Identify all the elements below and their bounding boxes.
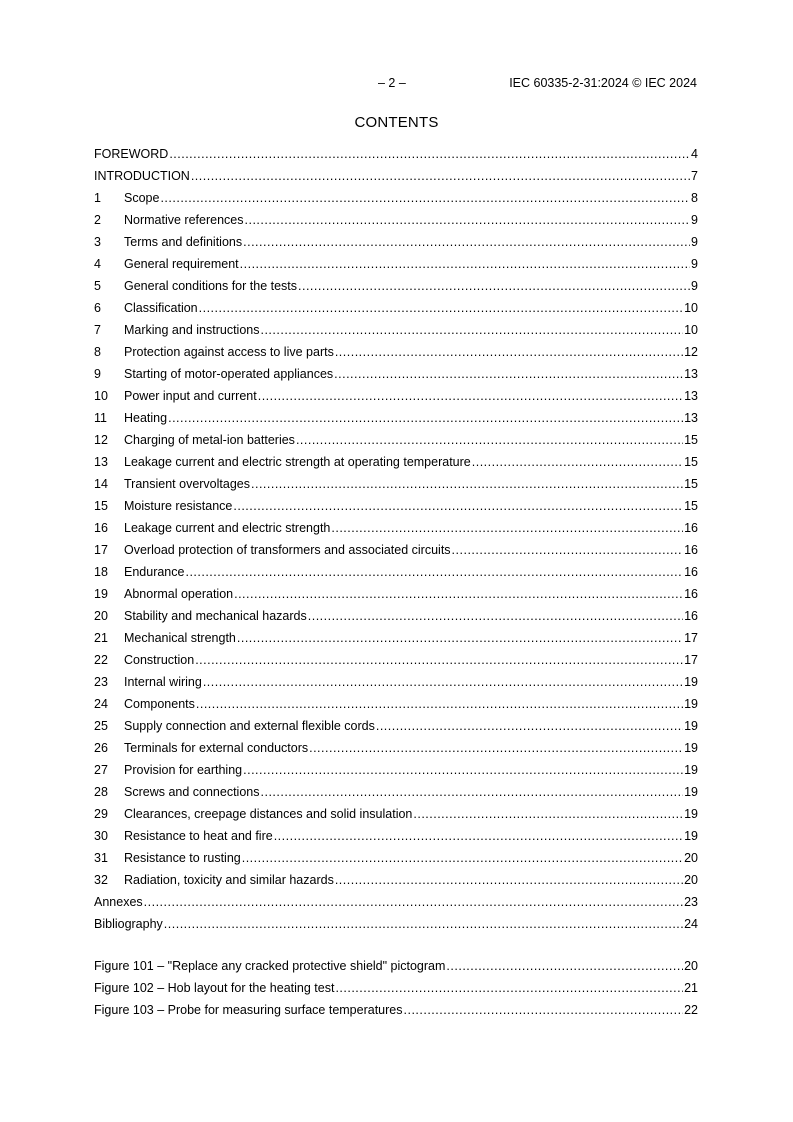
dot-leader bbox=[234, 585, 683, 603]
toc-clause-number: 31 bbox=[94, 851, 108, 865]
dot-leader bbox=[331, 519, 683, 537]
toc-entry[interactable] bbox=[94, 915, 698, 937]
toc-entry[interactable] bbox=[94, 651, 698, 673]
toc-page-number: 9 bbox=[691, 257, 698, 271]
toc-clause-number: 12 bbox=[94, 433, 108, 447]
toc-page-number: 19 bbox=[684, 807, 698, 821]
toc-entry-title: Abnormal operation bbox=[124, 587, 234, 601]
toc-page-number: 13 bbox=[684, 411, 698, 425]
toc-page-number: 16 bbox=[684, 609, 698, 623]
dot-leader bbox=[446, 957, 683, 975]
dot-leader bbox=[240, 255, 690, 273]
toc-entry[interactable] bbox=[94, 365, 698, 387]
toc-entry-title: Scope bbox=[124, 191, 160, 205]
toc-clause-number: 14 bbox=[94, 477, 108, 491]
dot-leader bbox=[195, 651, 683, 669]
toc-page-number: 7 bbox=[691, 169, 698, 183]
dot-leader bbox=[308, 607, 683, 625]
toc-entry-title: Classification bbox=[124, 301, 198, 315]
toc-clause-number: 20 bbox=[94, 609, 108, 623]
toc-clause-number: 1 bbox=[94, 191, 101, 205]
toc-entry[interactable] bbox=[94, 211, 698, 233]
toc-entry[interactable] bbox=[94, 739, 698, 761]
toc-entry-title: Starting of motor-operated appliances bbox=[124, 367, 334, 381]
toc-clause-number: 30 bbox=[94, 829, 108, 843]
toc-clause-number: 28 bbox=[94, 785, 108, 799]
toc-entry-title: Clearances, creepage distances and solid insulation bbox=[124, 807, 413, 821]
dot-leader bbox=[413, 805, 683, 823]
toc-entry[interactable] bbox=[94, 563, 698, 585]
dot-leader bbox=[260, 321, 683, 339]
toc-page-number: 13 bbox=[684, 389, 698, 403]
toc-page-number: 19 bbox=[684, 697, 698, 711]
dot-leader bbox=[335, 871, 683, 889]
dot-leader bbox=[237, 629, 683, 647]
toc-entry[interactable] bbox=[94, 431, 698, 453]
toc-page-number: 16 bbox=[684, 587, 698, 601]
toc-clause-number: 18 bbox=[94, 565, 108, 579]
toc-clause-number: 15 bbox=[94, 499, 108, 513]
dot-leader bbox=[242, 849, 683, 867]
toc-page-number: 20 bbox=[684, 873, 698, 887]
toc-entry[interactable] bbox=[94, 695, 698, 717]
toc-clause-number: 11 bbox=[94, 411, 107, 425]
page-header bbox=[0, 76, 793, 92]
toc-page-number: 19 bbox=[684, 763, 698, 777]
toc-entry-title: Terms and definitions bbox=[124, 235, 243, 249]
toc-entry-title: Figure 103 – Probe for measuring surface temperatures bbox=[94, 1003, 403, 1017]
toc-entry-title: Endurance bbox=[124, 565, 185, 579]
toc-clause-number: 29 bbox=[94, 807, 108, 821]
dot-leader bbox=[298, 277, 690, 295]
toc-entry-title: Components bbox=[124, 697, 195, 711]
toc-page-number: 17 bbox=[684, 653, 698, 667]
toc-entry-title: Provision for earthing bbox=[124, 763, 243, 777]
toc-page-number: 13 bbox=[684, 367, 698, 381]
toc-entry-title: Leakage current and electric strength bbox=[124, 521, 331, 535]
toc-clause-number: 24 bbox=[94, 697, 108, 711]
toc-entry-title: Normative references bbox=[124, 213, 244, 227]
toc-clause-number: 4 bbox=[94, 257, 101, 271]
toc-clause-number: 8 bbox=[94, 345, 101, 359]
dot-leader bbox=[196, 695, 683, 713]
toc-entry-title: Transient overvoltages bbox=[124, 477, 250, 491]
toc-entry-title: Radiation, toxicity and similar hazards bbox=[124, 873, 334, 887]
toc-page-number: 24 bbox=[684, 917, 698, 931]
toc-entry[interactable] bbox=[94, 761, 698, 783]
toc-entry[interactable] bbox=[94, 541, 698, 563]
toc-clause-number: 22 bbox=[94, 653, 108, 667]
toc-page-number: 19 bbox=[684, 675, 698, 689]
dot-leader bbox=[245, 211, 691, 229]
toc-clause-number: 13 bbox=[94, 455, 108, 469]
toc-page-number: 4 bbox=[691, 147, 698, 161]
toc-clause-number: 19 bbox=[94, 587, 108, 601]
toc-clause-number: 26 bbox=[94, 741, 108, 755]
toc-entry-title: Overload protection of transformers and associated circuits bbox=[124, 543, 451, 557]
toc-entry[interactable] bbox=[94, 167, 698, 189]
dot-leader bbox=[199, 299, 683, 317]
dot-leader bbox=[203, 673, 683, 691]
toc-entry[interactable] bbox=[94, 585, 698, 607]
toc-page-number: 15 bbox=[684, 433, 698, 447]
page-number: – 2 – bbox=[378, 76, 406, 90]
toc-entry[interactable] bbox=[94, 673, 698, 695]
toc-entry-title: Bibliography bbox=[94, 917, 163, 931]
toc-entry-title: Protection against access to live parts bbox=[124, 345, 334, 359]
toc-page-number: 15 bbox=[684, 499, 698, 513]
dot-leader bbox=[243, 233, 690, 251]
toc-page-number: 19 bbox=[684, 719, 698, 733]
toc-clause-number: 16 bbox=[94, 521, 108, 535]
toc-entry-title: FOREWORD bbox=[94, 147, 169, 161]
dot-leader bbox=[274, 827, 683, 845]
toc-page-number: 10 bbox=[684, 323, 698, 337]
dot-leader bbox=[144, 893, 683, 911]
toc-entry-title: Stability and mechanical hazards bbox=[124, 609, 307, 623]
toc-page-number: 16 bbox=[684, 521, 698, 535]
toc-clause-number: 25 bbox=[94, 719, 108, 733]
toc-clause-number: 17 bbox=[94, 543, 108, 557]
toc-entry[interactable] bbox=[94, 827, 698, 849]
toc-entry-title: Resistance to rusting bbox=[124, 851, 241, 865]
toc-entry[interactable] bbox=[94, 497, 698, 519]
toc-clause-number: 5 bbox=[94, 279, 101, 293]
toc-page-number: 23 bbox=[684, 895, 698, 909]
toc-page-number: 9 bbox=[691, 279, 698, 293]
toc-entry-title: Screws and connections bbox=[124, 785, 260, 799]
dot-leader bbox=[334, 365, 683, 383]
dot-leader bbox=[296, 431, 683, 449]
toc-entry[interactable] bbox=[94, 387, 698, 409]
toc-page-number: 19 bbox=[684, 741, 698, 755]
toc-entry[interactable] bbox=[94, 805, 698, 827]
toc-entry[interactable] bbox=[94, 255, 698, 277]
toc-entry-title: Moisture resistance bbox=[124, 499, 233, 513]
toc-clause-number: 3 bbox=[94, 235, 101, 249]
toc-entry-title: Figure 101 – "Replace any cracked protective shield" pictogram bbox=[94, 959, 446, 973]
toc-entry-title: Construction bbox=[124, 653, 195, 667]
toc-page-number: 17 bbox=[684, 631, 698, 645]
toc-entry-title: Terminals for external conductors bbox=[124, 741, 309, 755]
toc-page-number: 16 bbox=[684, 543, 698, 557]
toc-entry[interactable] bbox=[94, 189, 698, 211]
toc-clause-number: 23 bbox=[94, 675, 108, 689]
figure-entry[interactable] bbox=[94, 979, 698, 1001]
figure-entry[interactable] bbox=[94, 957, 698, 979]
dot-leader bbox=[191, 167, 690, 185]
toc-entry[interactable] bbox=[94, 849, 698, 871]
toc-clause-number: 6 bbox=[94, 301, 101, 315]
toc-clause-number: 9 bbox=[94, 367, 101, 381]
toc-page-number: 12 bbox=[684, 345, 698, 359]
toc-entry[interactable] bbox=[94, 893, 698, 915]
dot-leader bbox=[258, 387, 683, 405]
dot-leader bbox=[164, 915, 683, 933]
dot-leader bbox=[335, 343, 683, 361]
toc-clause-number: 10 bbox=[94, 389, 108, 403]
toc-entry-title: Figure 102 – Hob layout for the heating test bbox=[94, 981, 335, 995]
toc-entry[interactable] bbox=[94, 871, 698, 893]
toc-page-number: 20 bbox=[684, 959, 698, 973]
toc-page-number: 22 bbox=[684, 1003, 698, 1017]
dot-leader bbox=[169, 145, 690, 163]
toc-entry-title: Mechanical strength bbox=[124, 631, 236, 645]
toc-page-number: 16 bbox=[684, 565, 698, 579]
toc-page-number: 9 bbox=[691, 213, 698, 227]
toc-page-number: 15 bbox=[684, 477, 698, 491]
document-identifier: IEC 60335-2-31:2024 © IEC 2024 bbox=[509, 76, 697, 90]
dot-leader bbox=[160, 189, 690, 207]
toc-entry-title: Resistance to heat and fire bbox=[124, 829, 273, 843]
toc-entry-title: Charging of metal-ion batteries bbox=[124, 433, 295, 447]
dot-leader bbox=[243, 761, 683, 779]
toc-page-number: 15 bbox=[684, 455, 698, 469]
toc-entry-title: Power input and current bbox=[124, 389, 257, 403]
dot-leader bbox=[168, 409, 683, 427]
toc-entry-title: Leakage current and electric strength at operating temperature bbox=[124, 455, 471, 469]
dot-leader bbox=[335, 979, 683, 997]
toc-entry[interactable] bbox=[94, 277, 698, 299]
dot-leader bbox=[261, 783, 684, 801]
toc-entry-title: Supply connection and external flexible cords bbox=[124, 719, 375, 733]
toc-entry[interactable] bbox=[94, 343, 698, 365]
toc-entry-title: Internal wiring bbox=[124, 675, 202, 689]
dot-leader bbox=[472, 453, 683, 471]
toc-entry-title: INTRODUCTION bbox=[94, 169, 190, 183]
toc-entry[interactable] bbox=[94, 233, 698, 255]
toc-entry-title: General requirement bbox=[124, 257, 239, 271]
toc-page-number: 19 bbox=[684, 829, 698, 843]
toc-entry[interactable] bbox=[94, 453, 698, 475]
toc-entry-title: Annexes bbox=[94, 895, 143, 909]
toc-entry[interactable] bbox=[94, 475, 698, 497]
table-of-contents bbox=[94, 145, 698, 937]
toc-page-number: 9 bbox=[691, 235, 698, 249]
dot-leader bbox=[452, 541, 684, 559]
toc-entry[interactable] bbox=[94, 717, 698, 739]
dot-leader bbox=[233, 497, 683, 515]
toc-clause-number: 27 bbox=[94, 763, 108, 777]
toc-entry[interactable] bbox=[94, 321, 698, 343]
dot-leader bbox=[404, 1001, 684, 1019]
list-of-figures bbox=[94, 957, 698, 1023]
toc-entry-title: Heating bbox=[124, 411, 168, 425]
toc-entry[interactable] bbox=[94, 299, 698, 321]
toc-page-number: 19 bbox=[684, 785, 698, 799]
contents-title: CONTENTS bbox=[354, 114, 439, 131]
toc-page-number: 21 bbox=[684, 981, 698, 995]
toc-entry-title: General conditions for the tests bbox=[124, 279, 298, 293]
dot-leader bbox=[185, 563, 683, 581]
toc-entry[interactable] bbox=[94, 607, 698, 629]
toc-clause-number: 32 bbox=[94, 873, 108, 887]
toc-clause-number: 7 bbox=[94, 323, 101, 337]
figure-entry[interactable] bbox=[94, 1001, 698, 1023]
dot-leader bbox=[376, 717, 683, 735]
toc-page-number: 20 bbox=[684, 851, 698, 865]
toc-page-number: 10 bbox=[684, 301, 698, 315]
toc-entry[interactable] bbox=[94, 145, 698, 167]
toc-entry[interactable] bbox=[94, 629, 698, 651]
toc-page-number: 8 bbox=[691, 191, 698, 205]
toc-clause-number: 21 bbox=[94, 631, 108, 645]
toc-entry[interactable] bbox=[94, 409, 698, 431]
toc-entry[interactable] bbox=[94, 519, 698, 541]
toc-entry[interactable] bbox=[94, 783, 698, 805]
dot-leader bbox=[251, 475, 683, 493]
toc-entry-title: Marking and instructions bbox=[124, 323, 260, 337]
toc-clause-number: 2 bbox=[94, 213, 101, 227]
dot-leader bbox=[309, 739, 683, 757]
